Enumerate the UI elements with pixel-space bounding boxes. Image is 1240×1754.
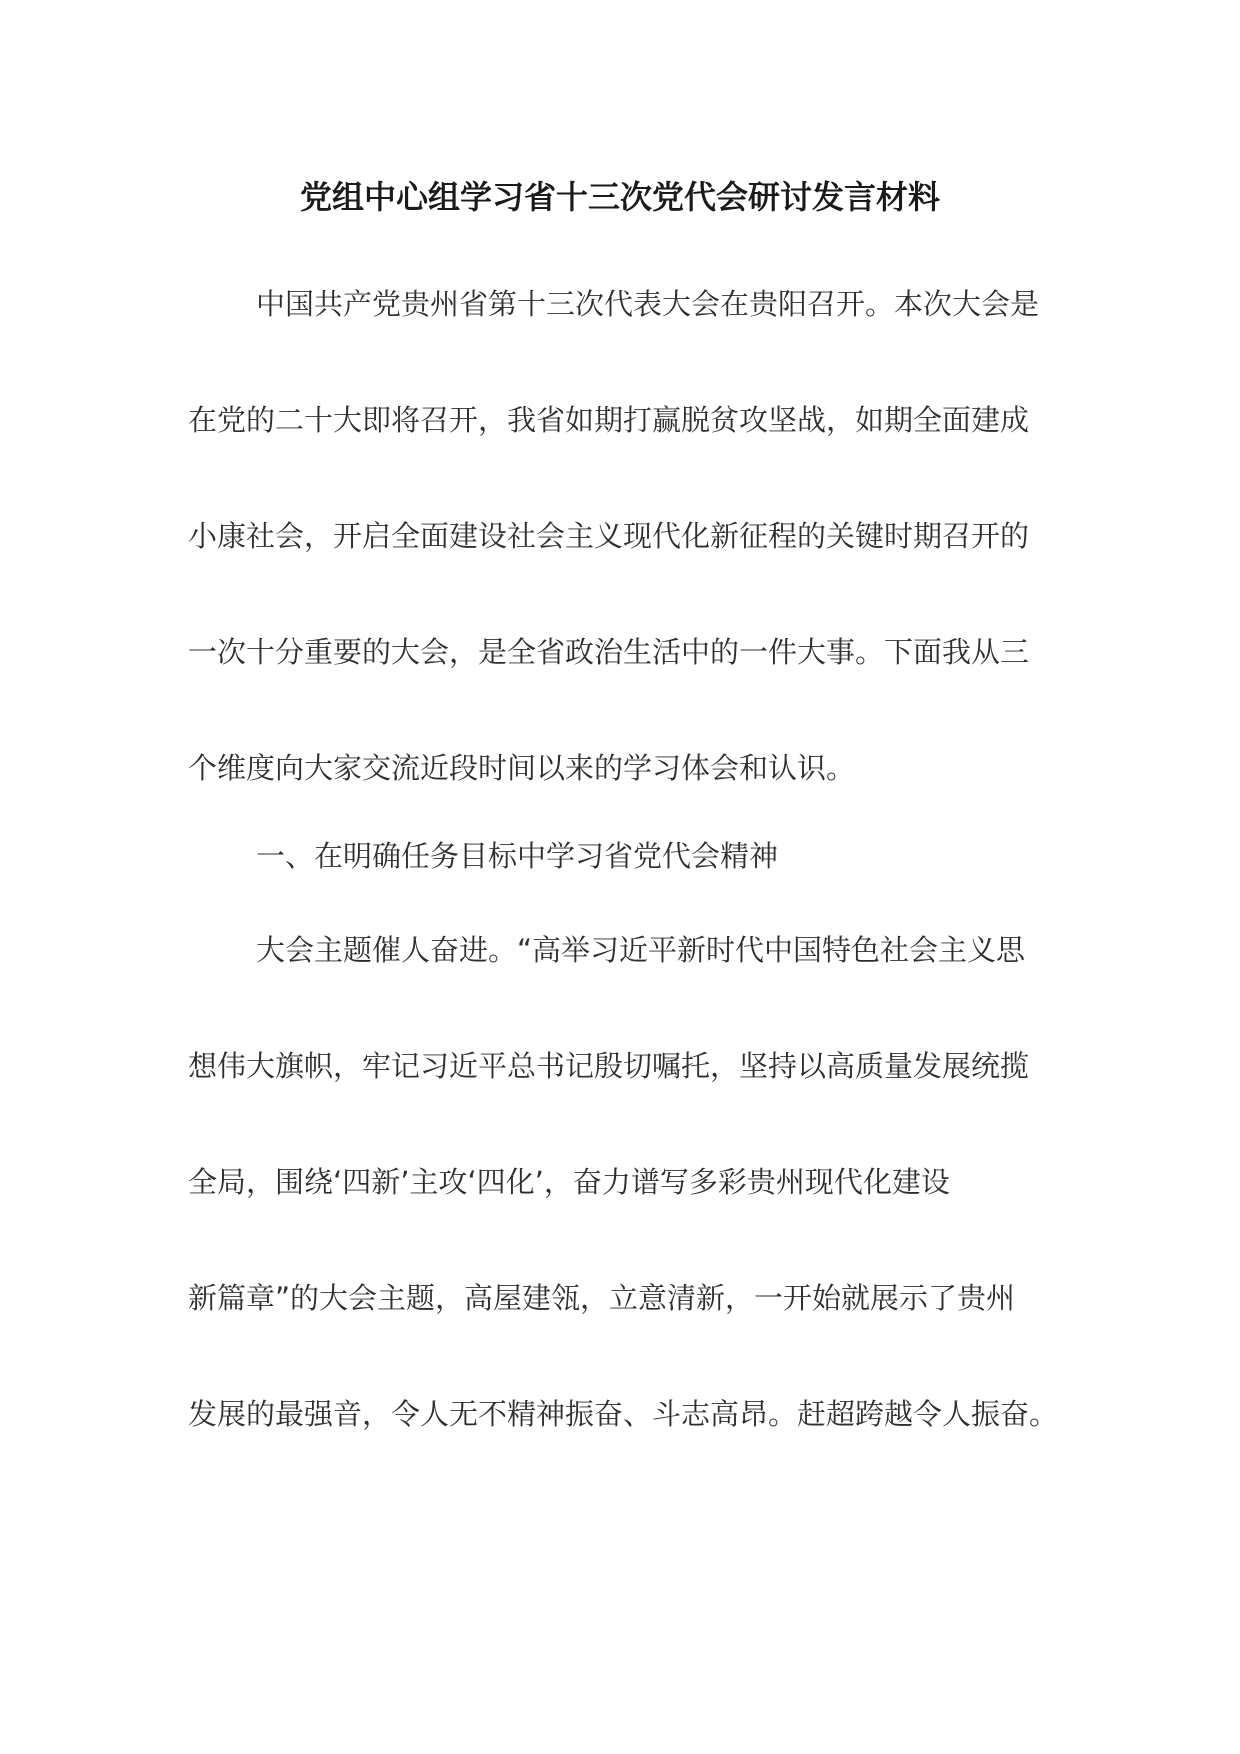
paragraph-line: 发展的最强音，令人无不精神振奋、斗志高昂。赶超跨越令人振奋。 (188, 1397, 1059, 1431)
paragraph-line: 新篇章”的大会主题，高屋建瓴，立意清新，一开始就展示了贵州 (188, 1281, 1016, 1315)
section-heading: 一、在明确任务目标中学习省党代会精神 (256, 839, 779, 873)
paragraph-line: 个维度向大家交流近段时间以来的学习体会和认识。 (188, 751, 856, 785)
paragraph-line: 小康社会，开启全面建设社会主义现代化新征程的关键时期召开的 (188, 519, 1030, 553)
paragraph-line: 大会主题催人奋进。“高举习近平新时代中国特色社会主义思 (256, 933, 1026, 967)
paragraph-line: 中国共产党贵州省第十三次代表大会在贵阳召开。本次大会是 (256, 287, 1040, 321)
paragraph-line: 全局，围绕‘四新’主攻‘四化’，奋力谱写多彩贵州现代化建设 (188, 1165, 950, 1199)
paragraph-line: 想伟大旗帜，牢记习近平总书记殷切嘱托，坚持以高质量发展统揽 (188, 1049, 1030, 1083)
document-title: 党组中心组学习省十三次党代会研讨发言材料 (299, 178, 940, 216)
paragraph-line: 一次十分重要的大会，是全省政治生活中的一件大事。下面我从三 (188, 635, 1030, 669)
paragraph-line: 在党的二十大即将召开，我省如期打赢脱贫攻坚战，如期全面建成 (188, 403, 1030, 437)
